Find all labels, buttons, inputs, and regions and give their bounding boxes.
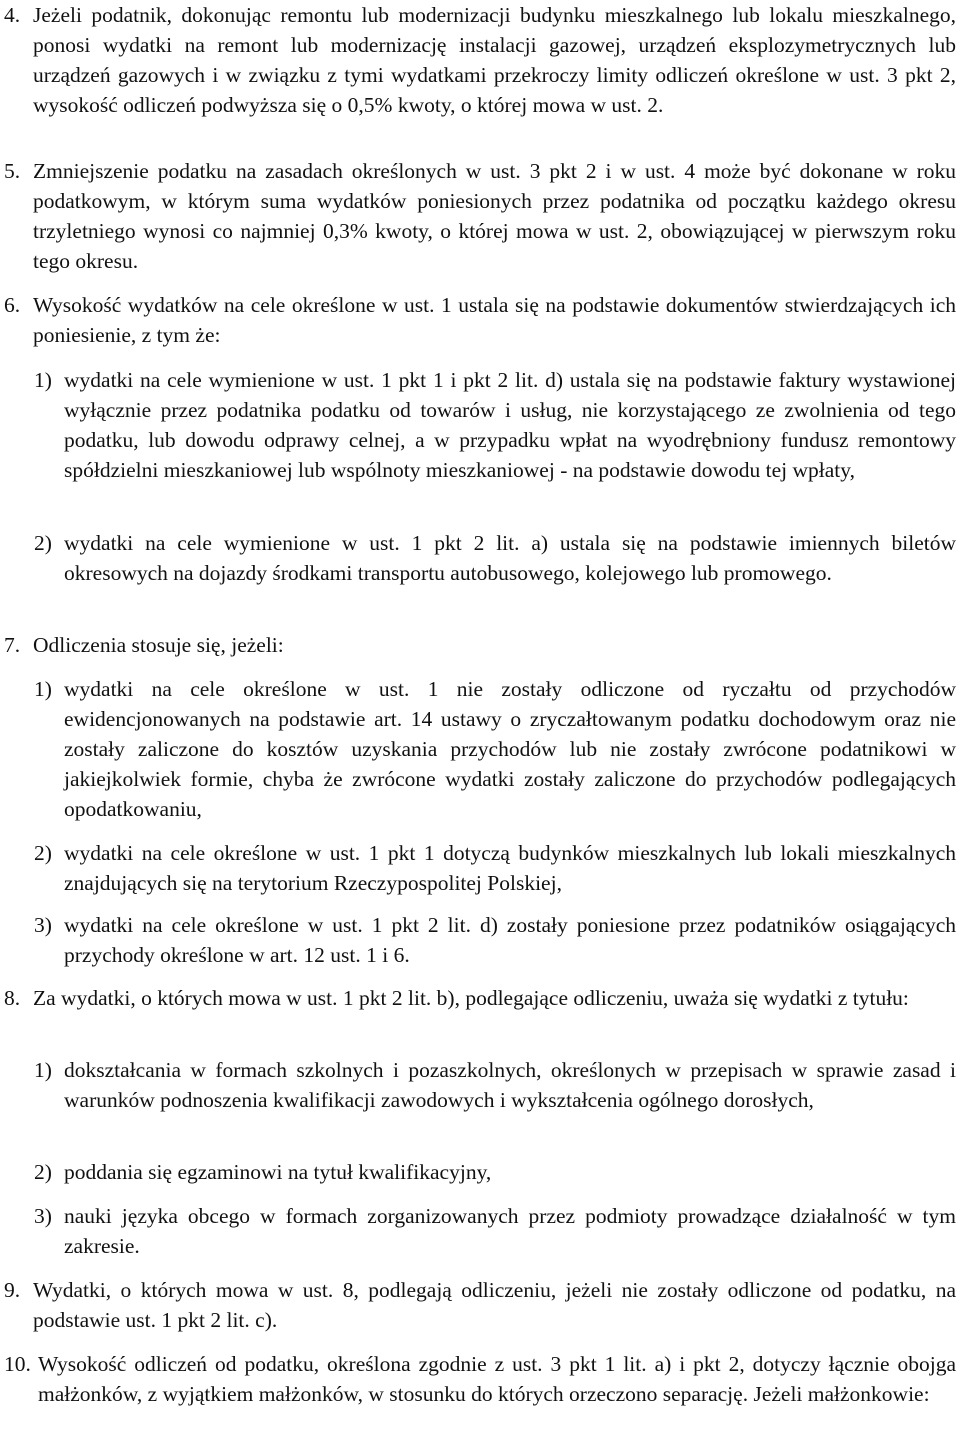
paragraph-number: 8. bbox=[4, 986, 21, 1010]
paragraph-text: Wysokość wydatków na cele określone w ust. 1 ustala się na podstawie dokumentów stwierdzających ich poniesienie, z tym że: bbox=[33, 293, 956, 347]
paragraph-8 bbox=[4, 983, 956, 1013]
item-text: wydatki na cele określone w ust. 1 pkt 2 lit. d) zostały poniesione przez podatników osiągających przychody określone w art. 12 ust. 1 i 6. bbox=[64, 913, 956, 967]
item-number: 1) bbox=[34, 368, 52, 392]
paragraph-number: 6. bbox=[4, 293, 21, 317]
list-item bbox=[34, 838, 956, 898]
list-item bbox=[34, 1201, 956, 1261]
paragraph-text: Za wydatki, o których mowa w ust. 1 pkt 2 lit. b), podlegające odliczeniu, uważa się wydatki z tytułu: bbox=[33, 986, 909, 1010]
item-text: wydatki na cele wymienione w ust. 1 pkt 1 i pkt 2 lit. d) ustala się na podstawie faktury wystawionej wyłącznie przez podatnika podatku od towarów i usług, nie korzystającego ze zwolnienia od tego podatku, lub dowodu odprawy celnej, a w przypadku wpłat na wyodrębniony fundusz remontowy spółdzielni mieszkaniowej lub wspólnoty mieszkaniowej - na podstawie dowodu tej wpłaty, bbox=[64, 368, 956, 482]
item-text: wydatki na cele wymienione w ust. 1 pkt 2 lit. a) ustala się na podstawie imiennych biletów okresowych na dojazdy środkami transportu autobusowego, kolejowego lub promowego. bbox=[64, 531, 956, 585]
list-item bbox=[34, 1157, 956, 1187]
paragraph-text: Wysokość odliczeń od podatku, określona zgodnie z ust. 3 pkt 1 lit. a) i pkt 2, dotyczy łącznie obojga małżonków, z wyjątkiem małżonków, w stosunku do których orzeczono separację. Jeżeli małżonkowie: bbox=[38, 1352, 956, 1406]
item-number: 3) bbox=[34, 913, 52, 937]
item-number: 2) bbox=[34, 841, 52, 865]
item-number: 1) bbox=[34, 677, 52, 701]
paragraph-text: Zmniejszenie podatku na zasadach określonych w ust. 3 pkt 2 i w ust. 4 może być dokonane w roku podatkowym, w którym suma wydatków poniesionych przez podatnika od początku każdego okresu trzyletniego wynosi co najmniej 0,3% kwoty, o której mowa w ust. 2, obowiązującej w pierwszym roku tego okresu. bbox=[33, 159, 956, 273]
item-text: nauki języka obcego w formach zorganizowanych przez podmioty prowadzące działalność w tym zakresie. bbox=[64, 1204, 956, 1258]
item-text: dokształcania w formach szkolnych i pozaszkolnych, określonych w przepisach w sprawie zasad i warunków podnoszenia kwalifikacji zawodowych i wykształcenia ogólnego dorosłych, bbox=[64, 1058, 956, 1112]
paragraph-text: Odliczenia stosuje się, jeżeli: bbox=[33, 633, 284, 657]
paragraph-6 bbox=[4, 290, 956, 350]
paragraph-9 bbox=[4, 1275, 956, 1335]
paragraph-4 bbox=[4, 0, 956, 120]
list-item bbox=[34, 674, 956, 824]
item-number: 2) bbox=[34, 1160, 52, 1184]
item-number: 2) bbox=[34, 531, 52, 555]
list-item bbox=[34, 365, 956, 485]
paragraph-text: Jeżeli podatnik, dokonując remontu lub modernizacji budynku mieszkalnego lub lokalu mieszkalnego, ponosi wydatki na remont lub modernizację instalacji gazowej, urządzeń eksplozymetrycznych lub urządzeń gazowych i w związku z tymi wydatkami przekroczy limity odliczeń określone w ust. 3 pkt 2, wysokość odliczeń podwyższa się o 0,5% kwoty, o której mowa w ust. 2. bbox=[33, 3, 956, 117]
paragraph-number: 9. bbox=[4, 1278, 21, 1302]
item-text: poddania się egzaminowi na tytuł kwalifikacyjny, bbox=[64, 1160, 492, 1184]
item-text: wydatki na cele określone w ust. 1 nie zostały odliczone od ryczałtu od przychodów ewidencjonowanych na podstawie art. 14 ustawy o zryczałtowanym podatku dochodowym oraz nie zostały zaliczone do kosztów uzyskania przychodów lub nie zostały zwrócone podatnikowi w jakiejkolwiek formie, chyba że zwrócone wydatki zostały zaliczone do przychodów podlegających opodatkowaniu, bbox=[64, 677, 956, 821]
paragraph-7 bbox=[4, 630, 956, 660]
paragraph-number: 7. bbox=[4, 633, 21, 657]
paragraph-10 bbox=[4, 1349, 956, 1409]
item-text: wydatki na cele określone w ust. 1 pkt 1 dotyczą budynków mieszkalnych lub lokali mieszkalnych znajdujących się na terytorium Rzeczypospolitej Polskiej, bbox=[64, 841, 956, 895]
paragraph-text: Wydatki, o których mowa w ust. 8, podlegają odliczeniu, jeżeli nie zostały odliczone od podatku, na podstawie ust. 1 pkt 2 lit. c). bbox=[33, 1278, 956, 1332]
paragraph-number: 4. bbox=[4, 3, 21, 27]
list-item bbox=[34, 528, 956, 588]
paragraph-number: 5. bbox=[4, 159, 21, 183]
paragraph-5 bbox=[4, 156, 956, 276]
paragraph-number: 10. bbox=[4, 1352, 31, 1376]
list-item bbox=[34, 1055, 956, 1115]
list-item bbox=[34, 910, 956, 970]
item-number: 3) bbox=[34, 1204, 52, 1228]
item-number: 1) bbox=[34, 1058, 52, 1082]
